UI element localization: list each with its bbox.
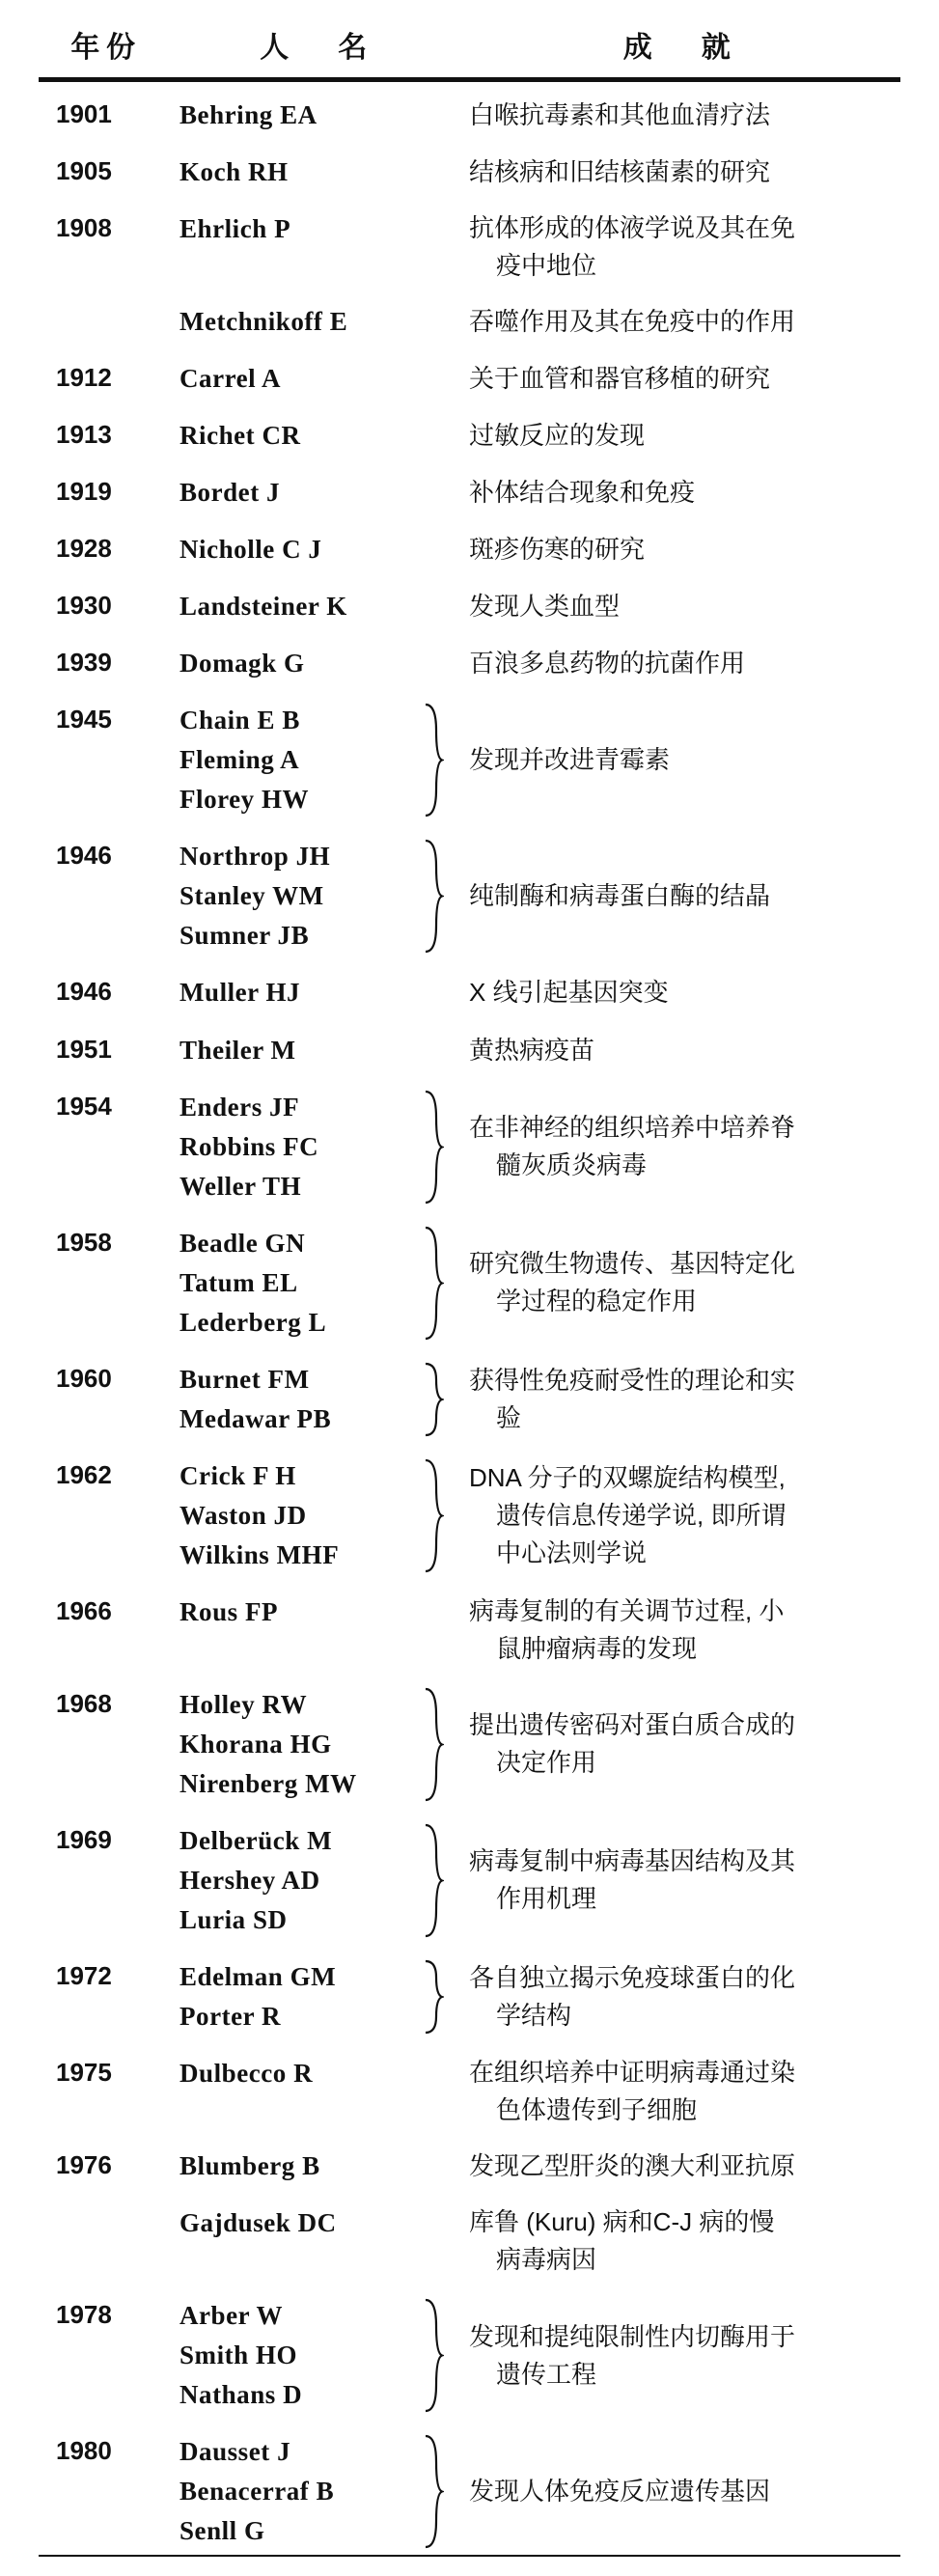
achievement-line: 斑疹伤寒的研究 (469, 535, 646, 565)
cell-year: 1966 (56, 1595, 112, 1625)
achievement-line: 补体结合现象和免疫 (469, 478, 696, 508)
cell-names (174, 573, 463, 630)
laureate-name: Medawar PB (180, 1403, 332, 1433)
cell-year: 1951 (56, 1034, 112, 1064)
cell-year (39, 2190, 174, 2283)
laureate-name: Rous FP (180, 1596, 279, 1626)
cell-year: 1972 (56, 1961, 112, 1991)
cell-names (174, 1017, 463, 1074)
cell-achievement (463, 1808, 900, 1944)
achievement-line: 库鲁 (Kuru) 病和C-J 病的慢 (469, 2207, 775, 2237)
achievement-line: 结核病和旧结核菌素的研究 (469, 157, 771, 187)
cell-year: 1939 (56, 648, 112, 678)
laureate-name: Florey HW (180, 785, 310, 815)
cell-achievement (463, 630, 900, 687)
cell-achievement (463, 2040, 900, 2133)
cell-achievement (463, 1017, 900, 1074)
cell-achievement (463, 346, 900, 402)
cell-names (174, 402, 463, 459)
cell-achievement (463, 196, 900, 289)
laureate-name: Tatum EL (180, 1267, 298, 1297)
table-row (39, 1443, 900, 1579)
laureate-name: Nicholle C J (180, 535, 322, 565)
cell-achievement (463, 1944, 900, 2040)
laureate-name: Hershey AD (180, 1866, 320, 1895)
table-row (39, 959, 900, 1016)
cell-names (174, 959, 463, 1016)
cell-year: 1946 (56, 841, 112, 871)
brace-icon (421, 2432, 446, 2551)
cell-year: 1928 (56, 534, 112, 564)
table-body (39, 81, 900, 2556)
achievement-line: 遗传信息传递学说, 即所谓 (496, 1500, 787, 1530)
cell-year: 1919 (56, 477, 112, 507)
cell-names (174, 1944, 463, 2040)
table-row (39, 196, 900, 289)
cell-names (174, 2190, 463, 2283)
laureate-name: Ehrlich P (180, 214, 291, 244)
achievement-line: 获得性免疫耐受性的理论和实 (469, 1365, 796, 1395)
cell-names (174, 687, 463, 823)
laureate-name: Dausset J (180, 2437, 291, 2467)
cell-year: 1980 (56, 2436, 112, 2466)
laureate-name: Theiler M (180, 1035, 296, 1065)
laureate-name: Muller HJ (180, 978, 301, 1008)
brace-icon (421, 1456, 446, 1575)
laureate-name: Bordet J (180, 478, 281, 508)
cell-names (174, 139, 463, 196)
cell-year: 1958 (56, 1227, 112, 1257)
cell-year: 1962 (56, 1459, 112, 1489)
column-header-achievement: 成 就 (622, 32, 741, 64)
laureate-name: Benacerraf B (180, 2477, 335, 2507)
cell-achievement (463, 1346, 900, 1443)
brace-icon (421, 1088, 446, 1206)
achievement-line: 病毒复制的有关调节过程, 小 (469, 1595, 785, 1625)
cell-achievement (463, 823, 900, 959)
cell-names (174, 196, 463, 289)
achievement-line: 发现人类血型 (469, 592, 621, 622)
achievement-line: 白喉抗毒素和其他血清疗法 (469, 100, 771, 129)
table-row (39, 1672, 900, 1808)
table-row (39, 2283, 900, 2419)
brace-icon (421, 1224, 446, 1343)
laureate-name: Weller TH (180, 1171, 302, 1201)
cell-year: 1930 (56, 591, 112, 621)
cell-year: 1978 (56, 2300, 112, 2330)
laureate-name: Enders JF (180, 1092, 300, 1122)
table-row (39, 1579, 900, 1672)
cell-names (174, 81, 463, 139)
cell-year: 1969 (56, 1824, 112, 1854)
laureate-name: Sumner JB (180, 921, 310, 951)
table-header-row (39, 17, 900, 79)
cell-names (174, 1808, 463, 1944)
cell-names (174, 1074, 463, 1210)
laureate-name: Carrel A (180, 364, 282, 394)
laureate-name: Wilkins MHF (180, 1539, 340, 1569)
table-row (39, 2133, 900, 2190)
cell-year: 1976 (56, 2150, 112, 2180)
cell-names (174, 1579, 463, 1672)
achievement-line: 鼠肿瘤病毒的发现 (496, 1633, 698, 1663)
laureate-name: Northrop JH (180, 842, 331, 872)
cell-year: 1912 (56, 363, 112, 393)
cell-year: 1945 (56, 705, 112, 734)
table-row (39, 402, 900, 459)
brace-icon (421, 1360, 446, 1439)
laureate-name: Porter R (180, 2002, 282, 2032)
cell-year: 1901 (56, 99, 112, 128)
cell-achievement (463, 959, 900, 1016)
cell-achievement (463, 2190, 900, 2283)
achievement-line: 提出遗传密码对蛋白质合成的 (469, 1710, 796, 1740)
laureate-name: Nirenberg MW (180, 1768, 357, 1798)
cell-achievement (463, 687, 900, 823)
laureate-name: Delberück M (180, 1825, 333, 1855)
laureate-name: Landsteiner K (180, 592, 347, 622)
achievement-line: 抗体形成的体液学说及其在免 (469, 213, 796, 243)
laureate-name: Richet CR (180, 421, 301, 451)
laureate-name: Burnet FM (180, 1364, 310, 1394)
cell-names (174, 2040, 463, 2133)
brace-icon (421, 837, 446, 956)
cell-names (174, 2133, 463, 2190)
laureate-name: Stanley WM (180, 881, 324, 911)
table-row (39, 459, 900, 516)
achievement-line: 髓灰质炎病毒 (496, 1150, 648, 1180)
column-header-name: 人 名 (260, 32, 377, 64)
nobel-prize-table (39, 17, 900, 2557)
cell-year: 1913 (56, 420, 112, 450)
footer-rule (39, 2556, 900, 2557)
achievement-line: 各自独立揭示免疫球蛋白的化 (469, 1963, 796, 1993)
laureate-name: Domagk G (180, 649, 305, 679)
achievement-line: 纯制酶和病毒蛋白酶的结晶 (469, 881, 771, 911)
table-row (39, 346, 900, 402)
achievement-line: DNA 分子的双螺旋结构模型, (469, 1462, 786, 1492)
column-header-year: 年份 (70, 32, 142, 64)
cell-achievement (463, 516, 900, 573)
cell-year: 1968 (56, 1688, 112, 1718)
cell-names (174, 2419, 463, 2556)
cell-year: 1908 (56, 213, 112, 243)
achievement-line: 研究微生物遗传、基因特定化 (469, 1249, 796, 1279)
table-row (39, 573, 900, 630)
table-row (39, 2040, 900, 2133)
achievement-line: 病毒病因 (496, 2245, 597, 2275)
achievement-line: 黄热病疫苗 (469, 1035, 595, 1065)
laureate-name: Fleming A (180, 745, 300, 775)
achievement-line: 发现人体免疫反应遗传基因 (469, 2477, 771, 2507)
cell-achievement (463, 1074, 900, 1210)
laureate-name: Arber W (180, 2301, 284, 2331)
laureate-name: Behring EA (180, 100, 318, 129)
cell-names (174, 1210, 463, 1346)
table-row (39, 1210, 900, 1346)
table-row (39, 630, 900, 687)
cell-year: 1960 (56, 1363, 112, 1393)
laureate-name: Nathans D (180, 2380, 303, 2410)
laureate-name: Beadle GN (180, 1228, 306, 1258)
brace-icon (421, 701, 446, 819)
cell-year: 1946 (56, 977, 112, 1007)
cell-names (174, 1346, 463, 1443)
achievement-line: 在组织培养中证明病毒通过染 (469, 2058, 796, 2088)
laureate-name: Gajdusek DC (180, 2208, 337, 2238)
table-row (39, 516, 900, 573)
table-row (39, 1944, 900, 2040)
achievement-line: 发现乙型肝炎的澳大利亚抗原 (469, 2151, 796, 2181)
laureate-name: Robbins FC (180, 1131, 319, 1161)
table-row (39, 823, 900, 959)
brace-icon (421, 1957, 446, 2036)
achievement-line: 关于血管和器官移植的研究 (469, 364, 771, 394)
brace-icon (421, 1821, 446, 1940)
achievement-line: 学过程的稳定作用 (496, 1287, 698, 1316)
table-row (39, 81, 900, 139)
achievement-line: 发现和提纯限制性内切酶用于 (469, 2321, 796, 2351)
cell-year: 1905 (56, 156, 112, 186)
achievement-line: 验 (496, 1402, 522, 1432)
cell-achievement (463, 2133, 900, 2190)
achievement-line: 过敏反应的发现 (469, 421, 646, 451)
laureate-name: Senll G (180, 2516, 265, 2546)
laureate-name: Blumberg B (180, 2151, 320, 2181)
laureate-name: Lederberg L (180, 1307, 327, 1337)
laureate-name: Holley RW (180, 1689, 308, 1719)
table-row (39, 289, 900, 346)
achievement-line: 吞噬作用及其在免疫中的作用 (469, 307, 796, 337)
table-header (39, 17, 900, 81)
cell-names (174, 630, 463, 687)
achievement-line: 疫中地位 (496, 251, 597, 281)
laureate-name: Dulbecco R (180, 2059, 314, 2089)
laureate-name: Edelman GM (180, 1962, 337, 1992)
brace-icon (421, 2296, 446, 2415)
laureate-name: Smith HO (180, 2341, 298, 2370)
achievement-line: 发现并改进青霉素 (469, 745, 671, 775)
achievement-line: 病毒复制中病毒基因结构及其 (469, 1846, 796, 1876)
cell-names (174, 2283, 463, 2419)
cell-achievement (463, 289, 900, 346)
table-row (39, 1346, 900, 1443)
cell-achievement (463, 402, 900, 459)
cell-names (174, 1672, 463, 1808)
table-row (39, 1808, 900, 1944)
cell-achievement (463, 573, 900, 630)
cell-year: 1975 (56, 2058, 112, 2088)
achievement-line: 决定作用 (496, 1748, 597, 1778)
cell-achievement (463, 2283, 900, 2419)
cell-names (174, 346, 463, 402)
cell-year (39, 289, 174, 346)
table-row (39, 687, 900, 823)
cell-achievement (463, 81, 900, 139)
cell-names (174, 289, 463, 346)
achievement-line: X 线引起基因突变 (469, 978, 669, 1008)
laureate-name: Khorana HG (180, 1729, 332, 1759)
laureate-name: Luria SD (180, 1905, 288, 1935)
laureate-name: Waston JD (180, 1500, 307, 1530)
cell-achievement (463, 2419, 900, 2556)
cell-year: 1954 (56, 1091, 112, 1121)
laureate-name: Metchnikoff E (180, 307, 348, 337)
laureate-name: Crick F H (180, 1460, 296, 1490)
table-row (39, 139, 900, 196)
cell-achievement (463, 1672, 900, 1808)
cell-achievement (463, 1443, 900, 1579)
cell-names (174, 1443, 463, 1579)
cell-achievement (463, 459, 900, 516)
achievement-line: 色体遗传到子细胞 (496, 2095, 698, 2125)
laureate-name: Koch RH (180, 157, 289, 187)
achievement-line: 在非神经的组织培养中培养脊 (469, 1113, 796, 1143)
achievement-line: 遗传工程 (496, 2359, 597, 2389)
cell-names (174, 516, 463, 573)
table-row (39, 2190, 900, 2283)
table-row (39, 1017, 900, 1074)
achievement-line: 学结构 (496, 2001, 572, 2031)
achievement-line: 百浪多息药物的抗菌作用 (469, 649, 746, 679)
cell-names (174, 459, 463, 516)
cell-names (174, 823, 463, 959)
cell-achievement (463, 1210, 900, 1346)
achievement-line: 作用机理 (496, 1884, 597, 1914)
cell-achievement (463, 1579, 900, 1672)
laureate-name: Chain E B (180, 706, 300, 735)
table-row (39, 1074, 900, 1210)
achievement-line: 中心法则学说 (496, 1537, 648, 1567)
table-row (39, 2419, 900, 2556)
brace-icon (421, 1685, 446, 1804)
cell-achievement (463, 139, 900, 196)
